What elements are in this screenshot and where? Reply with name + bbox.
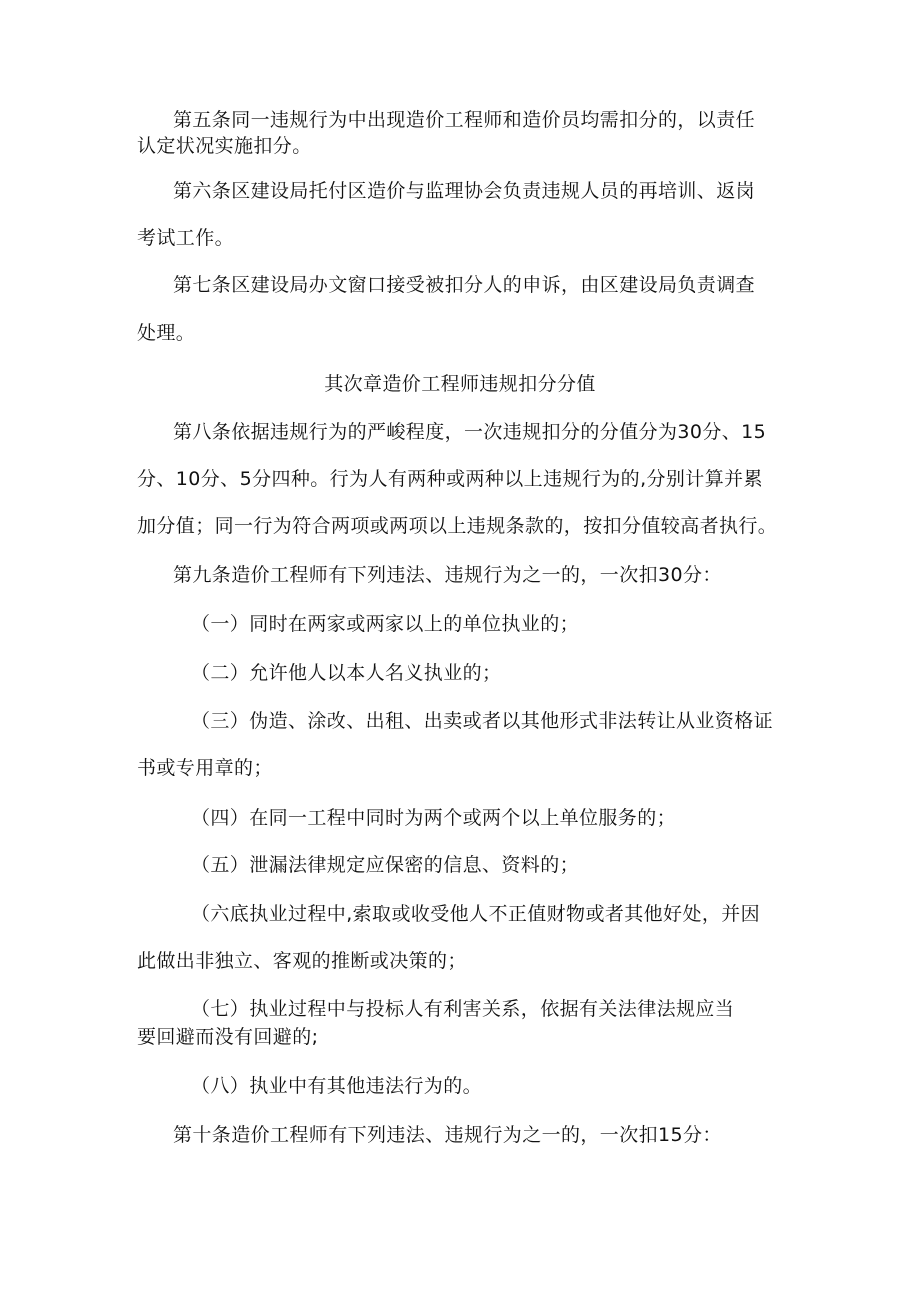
paragraph-line: 第八条依据违规行为的严峻程度，一次违规扣分的分值分为30分、15 xyxy=(173,421,767,443)
list-item-continued: 此做出非独立、客观的推断或决策的； xyxy=(137,950,467,972)
paragraph-line: 第六条区建设局托付区造价与监理协会负责违规人员的再培训、返岗 xyxy=(173,180,756,202)
paragraph-line: 加分值；同一行为符合两项或两项以上违规条款的，按扣分值较高者执行。 xyxy=(137,515,778,537)
list-item-continued: 要回避而没有回避的; xyxy=(137,1026,319,1048)
list-item: （六底执业过程中,索取或收受他人不正值财物或者其他好处，并因 xyxy=(191,903,761,925)
paragraph-line: 第七条区建设局办文窗口接受被扣分人的申诉，由区建设局负责调查 xyxy=(173,274,756,296)
list-item: （四）在同一工程中同时为两个或两个以上单位服务的； xyxy=(191,807,677,829)
list-item: （二）允许他人以本人名义执业的； xyxy=(191,662,502,684)
list-item: （八）执业中有其他违法行为的。 xyxy=(191,1075,483,1097)
list-item-continued: 书或专用章的； xyxy=(137,757,273,779)
paragraph-line: 处理。 xyxy=(137,322,196,344)
list-item: （一）同时在两家或两家以上的单位执业的； xyxy=(191,613,580,635)
paragraph-line: 第五条同一违规行为中出现造价工程师和造价员均需扣分的，以责任 xyxy=(173,109,756,131)
paragraph-line: 分、10分、5分四种。行为人有两种或两种以上违规行为的,分别计算并累 xyxy=(137,468,763,490)
list-item: （三）伪造、涂改、出租、出卖或者以其他形式非法转让从业资格证 xyxy=(191,710,774,732)
paragraph-line: 认定状况实施扣分。 xyxy=(137,135,312,157)
paragraph-line: 第十条造价工程师有下列违法、违规行为之一的，一次扣15分： xyxy=(173,1124,722,1146)
list-item: （五）泄漏法律规定应保密的信息、资料的； xyxy=(191,854,580,876)
chapter-heading: 其次章造价工程师违规扣分分值 xyxy=(324,373,596,395)
paragraph-line: 考试工作。 xyxy=(137,227,235,249)
paragraph-line: 第九条造价工程师有下列违法、违规行为之一的，一次扣30分： xyxy=(173,564,722,586)
list-item: （七）执业过程中与投标人有利害关系，依据有关法律法规应当 xyxy=(191,998,735,1020)
